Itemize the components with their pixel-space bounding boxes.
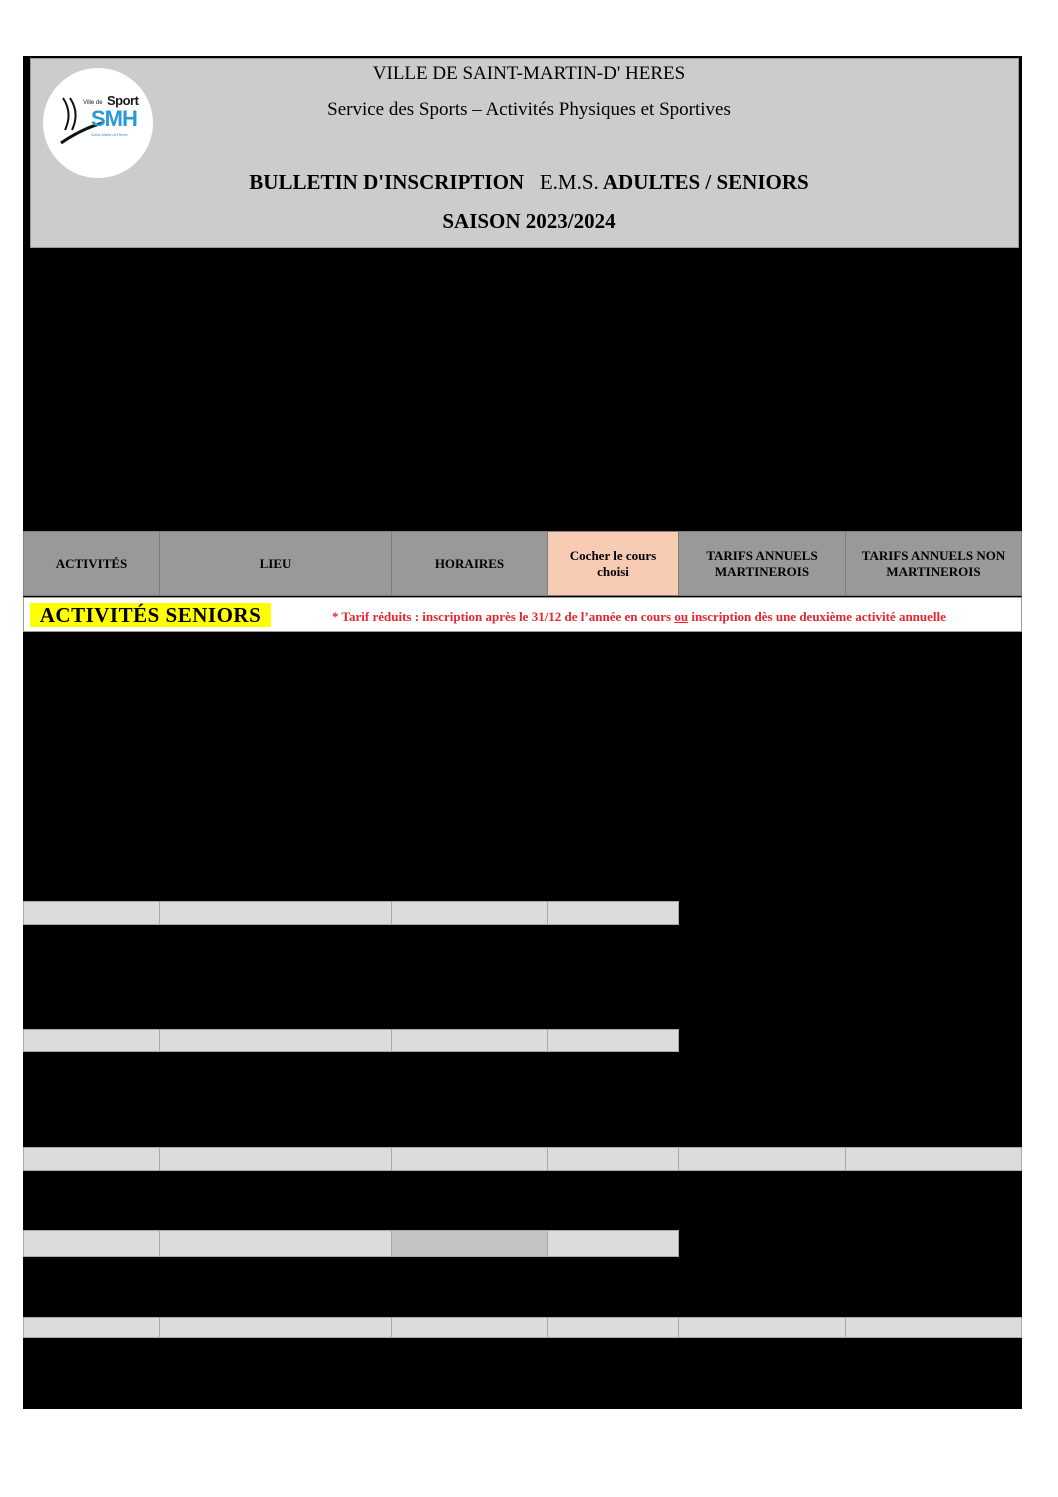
- tarif-note-prefix: * Tarif réduits : inscription après le 31/12 de l’année en cours: [332, 609, 675, 624]
- season-title: SAISON 2023/2024: [442, 209, 616, 233]
- redacted-page-area: [23, 56, 1022, 1409]
- col-header-cocher: [547, 531, 679, 596]
- separator-cell: [547, 1230, 679, 1257]
- tarif-note-suffix: inscription dès une deuxième activité annuelle: [688, 609, 946, 624]
- separator-cell: [547, 1317, 679, 1338]
- col-header-lieu: LIEU: [159, 531, 392, 596]
- col-header-cocher-label: Cocher le cours choisi: [569, 547, 657, 579]
- col-header-tarifs-non-martinerois: [845, 531, 1022, 596]
- separator-cell: [23, 1317, 160, 1338]
- title-part-3: ADULTES / SENIORS: [602, 170, 809, 194]
- logo-smh: SMH: [91, 106, 137, 131]
- separator-cell: [547, 1147, 679, 1171]
- separator-cell: [391, 1147, 548, 1171]
- separator-cell: [845, 1147, 1022, 1171]
- separator-cell: [159, 1317, 392, 1338]
- tarif-reduced-note: [332, 609, 946, 625]
- separator-cell: [23, 1029, 160, 1052]
- separator-cell: [23, 901, 160, 925]
- separator-cell: [391, 901, 548, 925]
- col-header-tarifs-martinerois: [678, 531, 846, 596]
- col-header-tarifs-martinerois-label: TARIFS ANNUELS MARTINEROIS: [706, 547, 818, 579]
- tarif-note-ou: ou: [674, 609, 689, 624]
- city-name: VILLE DE SAINT-MARTIN-D' HERES: [372, 63, 686, 84]
- logo-ville-de: Ville de: [83, 100, 103, 106]
- title-part-1: BULLETIN D'INSCRIPTION: [249, 170, 525, 194]
- separator-cell: [547, 1029, 679, 1052]
- form-title: [0, 170, 1058, 195]
- separator-cell: [547, 901, 679, 925]
- col-header-tarifs-non-martinerois-label: TARIFS ANNUELS NON MARTINEROIS: [861, 547, 1006, 579]
- separator-cell: [23, 1230, 160, 1257]
- col-header-horaires: HORAIRES: [391, 531, 548, 596]
- separator-cell: [159, 901, 392, 925]
- separator-cell: [159, 1147, 392, 1171]
- separator-cell: [845, 1317, 1022, 1338]
- separator-cell: [391, 1230, 548, 1257]
- logo-sport: Sport: [107, 93, 139, 108]
- separator-cell: [23, 1147, 160, 1171]
- service-name: Service des Sports – Activités Physiques et Sportives: [327, 99, 731, 120]
- separator-cell: [678, 1317, 846, 1338]
- col-header-activites: ACTIVITÉS: [23, 531, 160, 596]
- separator-cell: [159, 1029, 392, 1052]
- section-title-seniors: ACTIVITÉS SENIORS: [30, 603, 271, 627]
- separator-cell: [391, 1317, 548, 1338]
- logo-tagline: Saint-Martin-d'Hères: [91, 132, 128, 137]
- separator-cell: [678, 1147, 846, 1171]
- separator-cell: [159, 1230, 392, 1257]
- separator-cell: [391, 1029, 548, 1052]
- title-part-2: E.M.S.: [539, 170, 599, 194]
